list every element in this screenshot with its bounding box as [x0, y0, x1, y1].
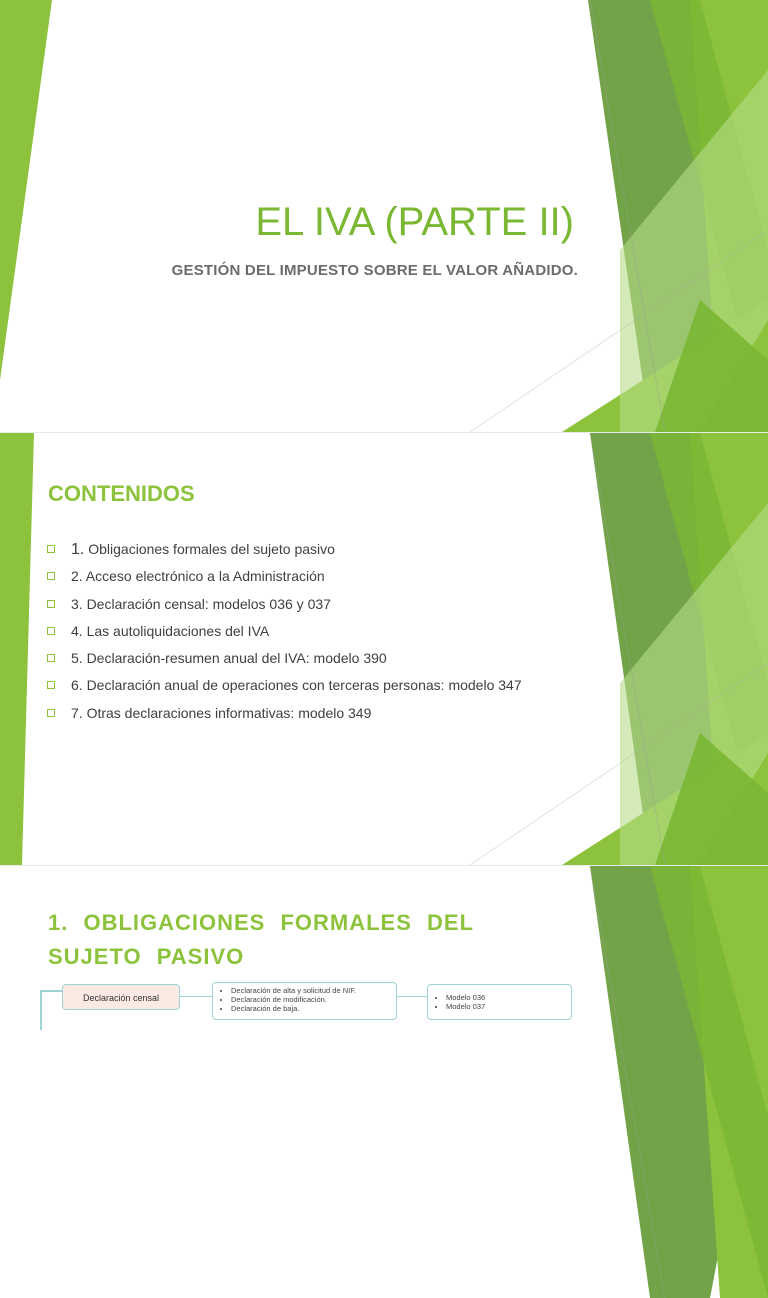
list-item: 6. Declaración anual de operaciones con terceras personas: modelo 347: [46, 672, 522, 699]
square-bullet-icon: [47, 681, 55, 689]
contents-list: [46, 536, 522, 727]
list-item: 2. Acceso electrónico a la Administración: [46, 563, 522, 590]
diagram-connector: [397, 996, 427, 997]
declaration-types-list: • Declaración de alta y solicitud de NIF. • Declaración de modificación. • Declaración de baja.: [213, 986, 396, 1013]
modelos-box: [427, 984, 572, 1020]
slide-contents: [0, 433, 768, 865]
diagram-connector: [40, 990, 62, 992]
declaracion-censal-box: Declaración censal: [62, 984, 180, 1010]
list-item: 1. Obligaciones formales del sujeto pasivo: [46, 536, 522, 563]
square-bullet-icon: [47, 572, 55, 580]
declaration-types-box: [212, 982, 397, 1020]
list-item: 3. Declaración censal: modelos 036 y 037: [46, 591, 522, 618]
square-bullet-icon: [47, 709, 55, 717]
list-item: 5. Declaración-resumen anual del IVA: modelo 390: [46, 645, 522, 672]
square-bullet-icon: [47, 654, 55, 662]
list-item: 7. Otras declaraciones informativas: modelo 349: [46, 700, 522, 727]
square-bullet-icon: [47, 545, 55, 553]
presentation-title: EL IVA (PARTE II): [255, 200, 574, 244]
square-bullet-icon: [47, 627, 55, 635]
presentation-subtitle: GESTIÓN DEL IMPUESTO SOBRE EL VALOR AÑADIDO.: [171, 262, 578, 279]
list-item: 4. Las autoliquidaciones del IVA: [46, 618, 522, 645]
diagram-connector: [40, 990, 42, 1030]
slide-obligations: [0, 866, 768, 1298]
obligations-heading: 1. OBLIGACIONES FORMALES DEL SUJETO PASIVO: [48, 910, 474, 969]
diagram-connector: [180, 996, 212, 997]
slide-title: [0, 0, 768, 432]
contents-heading: CONTENIDOS: [48, 481, 195, 506]
modelos-list: • Modelo 036 • Modelo 037: [428, 993, 571, 1011]
square-bullet-icon: [47, 600, 55, 608]
